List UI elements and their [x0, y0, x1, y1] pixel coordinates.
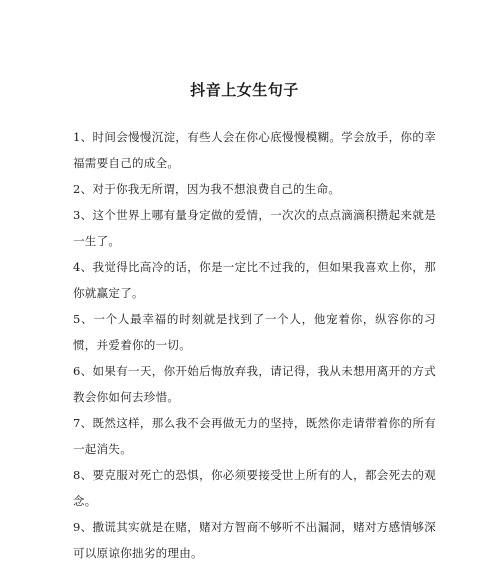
sentence-item-6: 6、如果有一天，你开始后悔放弃我，请记得，我从未想用离开的方式教会你如何去珍惜。: [73, 364, 436, 404]
sentence-item-9: 9、撒谎其实就是在赌，赌对方智商不够听不出漏洞，赌对方感情够深可以原谅你拙劣的理由。: [73, 520, 436, 560]
sentence-item-7: 7、既然这样，那么我不会再做无力的坚持，既然你走请带着你的所有一起消失。: [73, 416, 436, 456]
sentence-item-3: 3、这个世界上哪有量身定做的爱情，一次次的点点滴滴积攒起来就是一生了。: [73, 208, 436, 248]
sentence-list: [73, 124, 436, 561]
sentence-item-8: 8、要克服对死亡的恐惧，你必须要接受世上所有的人，都会死去的观念。: [73, 468, 436, 508]
sentence-item-1: 1、时间会慢慢沉淀，有些人会在你心底慢慢模糊。学会放手，你的幸福需要自己的成全。: [73, 130, 436, 170]
sentence-item-4: 4、我觉得比高冷的话，你是一定比不过我的，但如果我喜欢上你，那你就赢定了。: [73, 260, 436, 300]
sentence-item-5: 5、一个人最幸福的时刻就是找到了一个人，他宠着你，纵容你的习惯，并爱着你的一切。: [73, 312, 436, 352]
sentence-item-2: 2、对于你我无所谓，因为我不想浪费自己的生命。: [73, 182, 341, 196]
document-title: 抖音上女生句子: [190, 81, 299, 99]
